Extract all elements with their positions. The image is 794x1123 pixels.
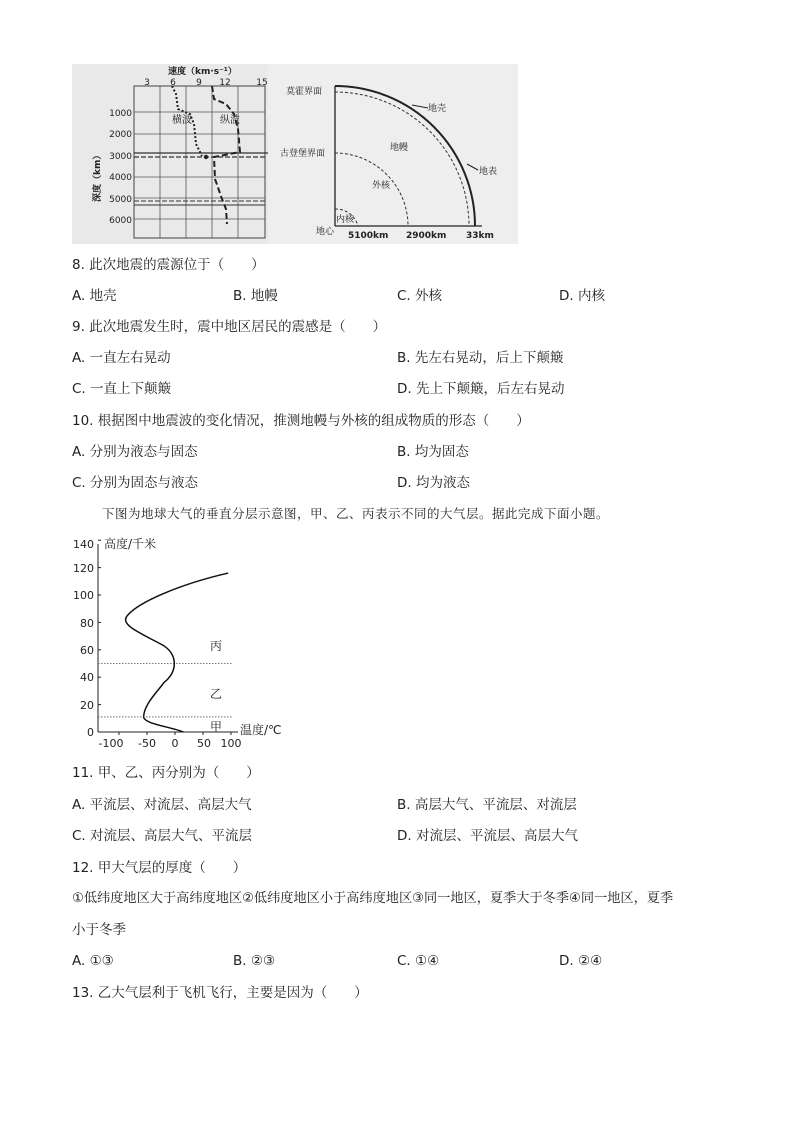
height-tick: 0 — [87, 726, 94, 739]
depth-tick: 5000 — [109, 195, 132, 205]
crust-label: 地壳 — [428, 104, 447, 114]
layer-bing-label: 丙 — [210, 639, 223, 653]
atmosphere-intro: 下图为地球大气的垂直分层示意图，甲、乙、丙表示不同的大气层。据此完成下面小题。 — [102, 506, 610, 521]
gutenberg-label: 古登堡界面 — [280, 149, 326, 159]
outer-core-label: 外核 — [372, 181, 391, 191]
surface-label: 地表 — [479, 167, 498, 177]
question-8-stem: 8. 此次地震的震源位于（ ） — [72, 257, 265, 273]
depth-2900-label: 2900km — [406, 231, 447, 241]
question-8-option-a: A. 地壳 — [72, 288, 117, 304]
temperature-tick: -100 — [98, 737, 124, 750]
seismic-figure — [72, 64, 518, 244]
question-9-option-b: B. 先左右晃动，后上下颠簸 — [397, 350, 564, 366]
question-11-option-d: D. 对流层、平流层、高层大气 — [397, 828, 578, 844]
velocity-tick: 6 — [170, 78, 176, 88]
question-10-stem: 10. 根据图中地震波的变化情况，推测地幔与外核的组成物质的形态（ ） — [72, 413, 530, 429]
depth-tick: 4000 — [109, 173, 132, 183]
question-9-stem: 9. 此次地震发生时，震中地区居民的震感是（ ） — [72, 319, 387, 335]
question-10-option-c: C. 分别为固态与液态 — [72, 475, 199, 491]
question-10-option-d: D. 均为液态 — [397, 475, 470, 491]
question-11-option-c: C. 对流层、高层大气、平流层 — [72, 828, 253, 844]
question-12-statements: ①低纬度地区大于高纬度地区②低纬度地区小于高纬度地区③同一地区，夏季大于冬季④同一地区，夏季 — [72, 891, 674, 906]
depth-tick: 2000 — [109, 130, 132, 140]
mantle-label: 地幔 — [390, 143, 409, 153]
depth-33-label: 33km — [466, 231, 494, 241]
moho-label: 莫霍界面 — [286, 87, 323, 97]
question-12-stem: 12. 甲大气层的厚度（ ） — [72, 860, 247, 876]
question-9-option-a: A. 一直左右晃动 — [72, 350, 171, 366]
question-9-option-d: D. 先上下颠簸，后左右晃动 — [397, 381, 565, 397]
layer-yi-label: 乙 — [210, 687, 223, 701]
question-10-option-b: B. 均为固态 — [397, 444, 469, 460]
question-12-option-a: A. ①③ — [72, 953, 114, 969]
temperature-tick: 50 — [197, 737, 211, 750]
question-12-statements-cont: 小于冬季 — [72, 922, 126, 938]
height-tick: 140 — [73, 538, 94, 551]
inner-core-label: 内核 — [336, 215, 355, 225]
question-8-option-c: C. 外核 — [397, 288, 443, 304]
height-axis-label: 高度/千米 — [104, 537, 157, 551]
height-tick: 100 — [73, 589, 94, 602]
question-11-stem: 11. 甲、乙、丙分别为（ ） — [72, 765, 260, 781]
temperature-axis-label: 温度/℃ — [240, 723, 282, 737]
question-10-option-a: A. 分别为液态与固态 — [72, 444, 198, 460]
question-12-option-c: C. ①④ — [397, 953, 440, 969]
depth-tick: 6000 — [109, 216, 132, 226]
height-tick: 80 — [80, 617, 94, 630]
question-8-option-d: D. 内核 — [559, 288, 605, 304]
depth-tick: 3000 — [109, 152, 132, 162]
velocity-tick: 15 — [256, 78, 268, 88]
height-tick: 120 — [73, 562, 94, 575]
velocity-tick: 9 — [196, 78, 202, 88]
temperature-tick: 100 — [220, 737, 242, 750]
height-tick: 40 — [80, 671, 94, 684]
depth-axis-label: 深度（km） — [93, 150, 103, 202]
longitudinal-wave-label: 纵波 — [220, 115, 240, 126]
question-13-stem: 13. 乙大气层利于飞机飞行，主要是因为（ ） — [72, 985, 368, 1001]
transverse-wave-label: 横波 — [172, 115, 192, 126]
velocity-tick: 3 — [144, 78, 150, 88]
temperature-tick: -50 — [138, 737, 156, 750]
layer-jia-label: 甲 — [210, 720, 223, 734]
question-12-option-d: D. ②④ — [559, 953, 603, 969]
depth-tick: 1000 — [109, 109, 132, 119]
earth-center-label: 地心 — [316, 227, 335, 237]
velocity-axis-title: 速度（km·s⁻¹） — [168, 67, 237, 77]
question-8-option-b: B. 地幔 — [233, 288, 278, 304]
temperature-tick: 0 — [171, 737, 179, 750]
velocity-tick: 12 — [219, 78, 231, 88]
height-tick: 60 — [80, 644, 94, 657]
height-tick: 20 — [80, 699, 94, 712]
depth-5100-label: 5100km — [348, 231, 389, 241]
question-12-option-b: B. ②③ — [233, 953, 276, 969]
question-11-option-a: A. 平流层、对流层、高层大气 — [72, 797, 252, 813]
question-11-option-b: B. 高层大气、平流层、对流层 — [397, 797, 577, 813]
atmosphere-layer-chart — [68, 532, 308, 754]
question-9-option-c: C. 一直上下颠簸 — [72, 381, 172, 397]
